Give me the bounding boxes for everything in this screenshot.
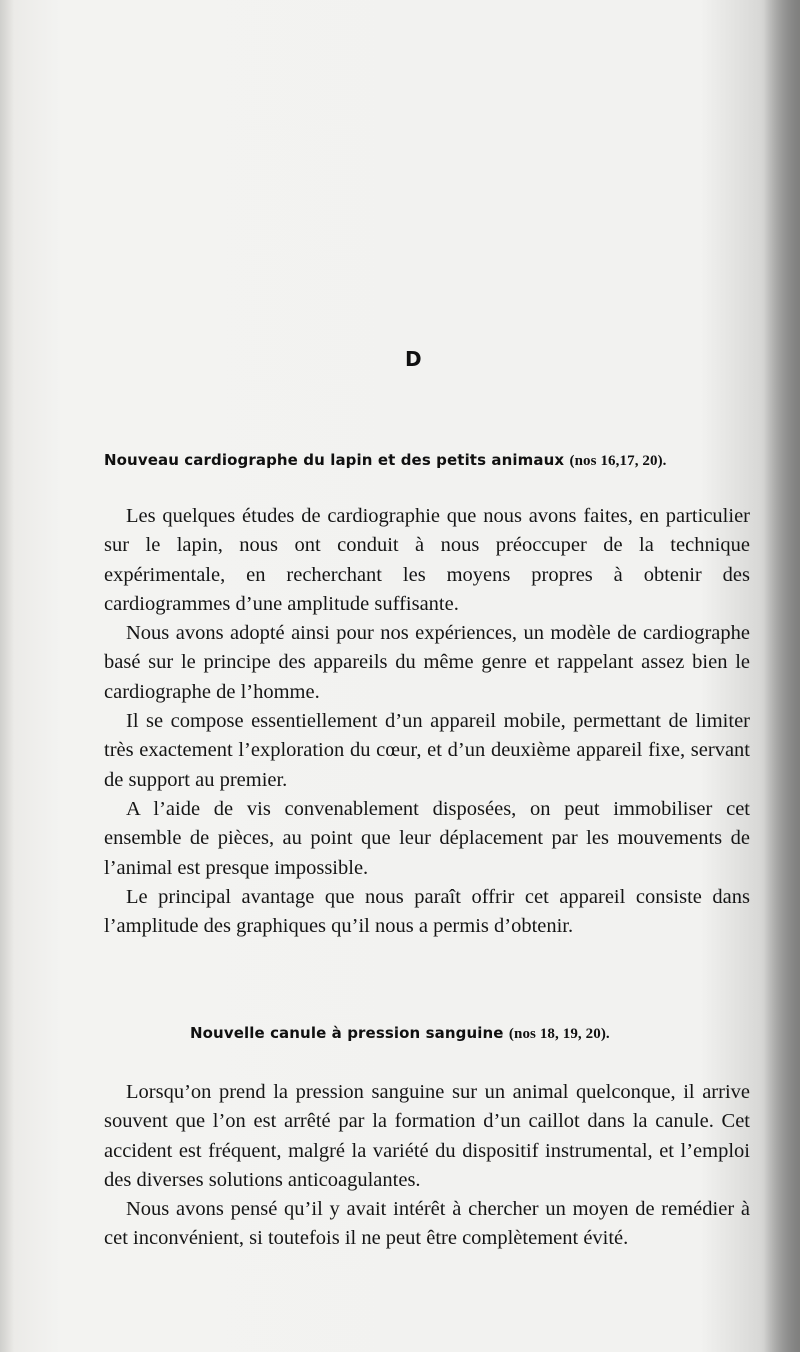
section-reference: (nos 18, 19, 20). — [508, 1026, 610, 1042]
section-letter: D — [405, 347, 422, 371]
paragraph: Nous avons pensé qu’il y avait intérêt à chercher un moyen de remédier à cet inconvénient, si toutefois il ne peut être complètement évité. — [104, 1198, 750, 1250]
paragraph: Les quelques études de cardiographie que nous avons faites, en particulier sur le lapin, nous ont conduit à nous préoccuper de la technique expérimentale, en recherchant les moyens propres à obtenir des cardiogrammes d’une amplitude suffisante. — [104, 505, 750, 615]
paragraph: Nous avons adopté ainsi pour nos expériences, un modèle de cardiographe basé sur le principe des appareils du même genre et rappelant assez bien le cardiographe de l’homme. — [104, 622, 750, 703]
page-right-shadow — [764, 0, 800, 1352]
paragraph: Lorsqu’on prend la pression sanguine sur un animal quelconque, il arrive souvent que l’on est arrêté par la formation d’un caillot dans la canule. Cet accident est fréquent, malgré la variété du dispositif instrumental, et l’emploi des diverses solutions anticoagulantes. — [104, 1081, 750, 1191]
paragraph: Le principal avantage que nous paraît offrir cet appareil consiste dans l’amplitude des graphiques qu’il nous a permis d’obtenir. — [104, 885, 750, 938]
section-title: Nouvelle canule à pression sanguine — [190, 1024, 504, 1042]
section-title: Nouveau cardiographe du lapin et des petits animaux — [104, 451, 565, 469]
section-reference: (nos 16,17, 20). — [569, 453, 667, 469]
section-heading-cardiographe — [104, 451, 667, 470]
paragraph: Il se compose essentiellement d’un appareil mobile, permettant de limiter très exactement l’exploration du cœur, et d’un deuxième appareil fixe, servant de support au premier. — [104, 710, 750, 791]
paragraph: A l’aide de vis convenablement disposées, on peut immobiliser cet ensemble de pièces, au point que leur déplacement par les mouvements de l’animal est presque impossible. — [104, 797, 750, 879]
section-heading-canule — [190, 1024, 610, 1043]
section-body-cardiographe — [104, 502, 750, 941]
section-body-canule — [104, 1078, 750, 1254]
page-left-shadow — [0, 0, 14, 1352]
